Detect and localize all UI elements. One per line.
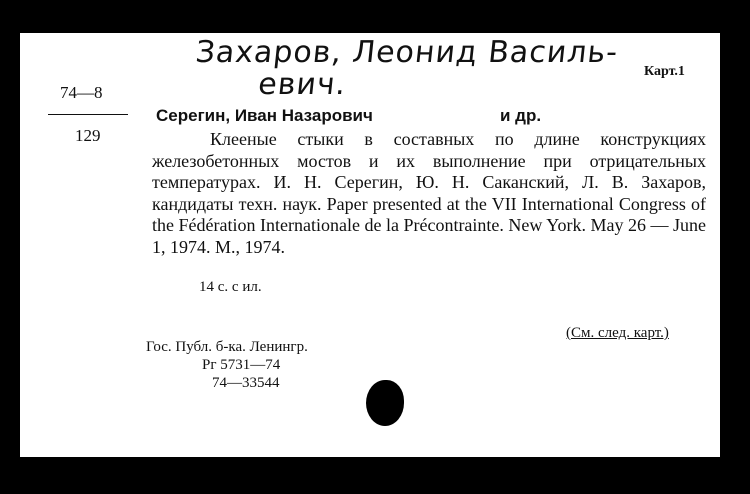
- shelf-mark: Рг 5731—74: [202, 357, 281, 373]
- handwritten-note: [191, 37, 620, 101]
- divider: [48, 114, 128, 115]
- ink-blot: [366, 380, 404, 426]
- library-name: Гос. Публ. б-ка. Ленингр.: [146, 339, 308, 355]
- holding-library: [146, 338, 308, 392]
- card-marker: Карт.1: [644, 64, 685, 79]
- call-number: 74—8: [60, 83, 103, 102]
- page-count: 14 с. с ил.: [199, 279, 262, 295]
- catalog-card: [20, 33, 720, 457]
- record-number: 74—33544: [212, 375, 280, 391]
- description-text: Клееные стыки в составных по длине конструкциях железобетонных мостов и их выполнение при отрицательных температурах. И. Н. Серегин, Ю. Н. Саканский, Л. В. Захаров, кандидаты техн. наук. Paper presented at the VII International Congress of the Fédération Internationale de la Précontrainte. New York. May 26 — June 1, 1974. М., 1974.: [152, 129, 706, 257]
- bibliographic-description: [152, 129, 706, 258]
- accession-number: 129: [75, 126, 101, 145]
- et-al: и др.: [500, 106, 542, 125]
- handwritten-line-2: евич.: [256, 67, 349, 102]
- handwritten-line-1: Захаров, Леонид Василь-: [193, 35, 620, 70]
- author-name: Серегин, Иван Назарович: [156, 106, 373, 125]
- see-next-card: (См. след. карт.): [566, 325, 669, 341]
